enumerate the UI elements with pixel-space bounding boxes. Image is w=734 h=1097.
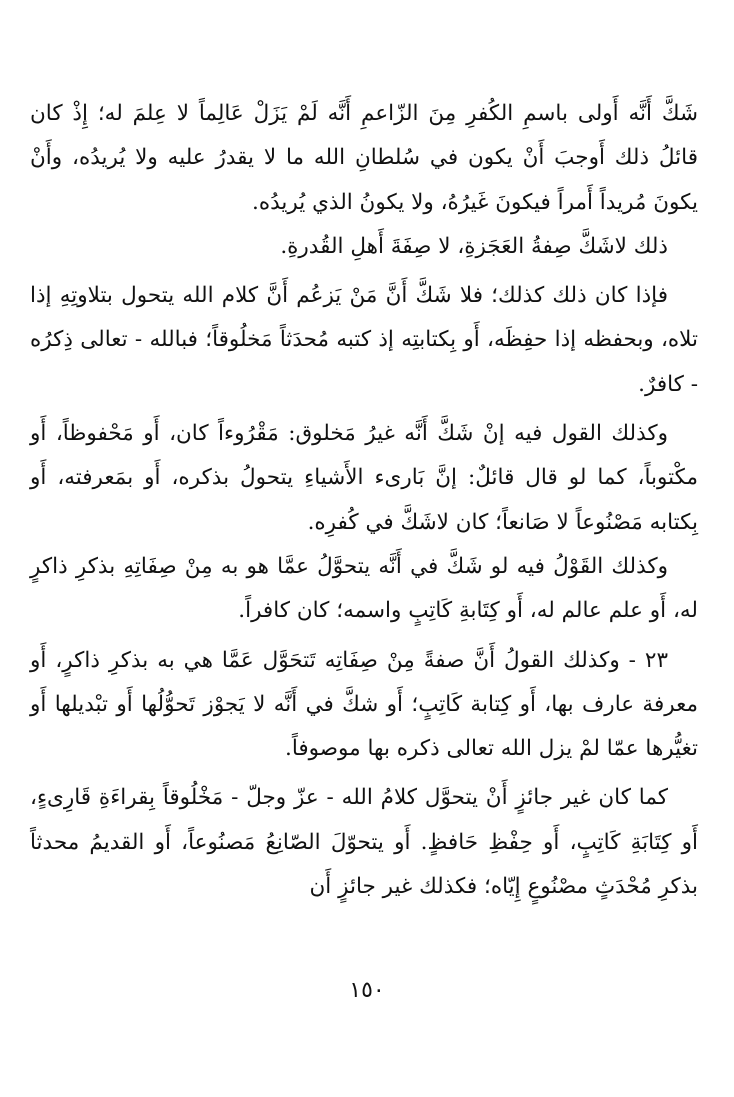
paragraph-3: فإذا كان ذلك كذلك؛ فلا شَكَّ أَنَّ مَنْ يَزعُم أَنَّ كلام الله يتحول بتلاوتِهِ إذا تلاه، وبحفظه إذا حفِظَه، أَو بِكتابتِه إذ كتبه مُحدَثاً مَخلُوقاً؛ فبالله - تعالى ذِكرُه - كافرٌ. [30, 283, 698, 397]
paragraph-2: ذلك لاشَكَّ صِفةُ العَجَزةِ، لا صِفَةَ أَهلِ القُدرةِ. [280, 233, 668, 259]
page-number: ١٥٠ [349, 978, 385, 1003]
paragraph-5: وكذلك القَوْلُ فيه لو شَكَّ في أَنَّه يتحوَّلُ عمَّا هو به مِنْ صِفَاتِهِ بذكرِ ذاكرٍ له، أَو علم عالم له، أَو كِتَابةِ كَاتِبٍ واسمه؛ كان كافراً. [30, 553, 698, 624]
page-body [30, 92, 698, 909]
paragraph-1: شَكَّ أَنَّه أَولى باسمِ الكُفرِ مِنَ الزّاعمِ أَنَّه لَمْ يَزَلْ عَالِماً لا عِلمَ له؛ إِذْ كان قائلُ ذلك أَوجبَ أَنْ يكون في سُلطانِ الله ما لا يقدرُ عليه ولا يُريدُه، وأَنْ يكونَ مُريداً أَمراً فيكونَ غَيرُهُ، ولا يكونُ الذي يُريدُه. [30, 101, 698, 215]
paragraph-6: ٢٣ - وكذلك القولُ أَنَّ صفةً مِنْ صِفَاتِه تَتحَوَّل عَمَّا هي به بذكرِ ذاكرٍ، أَو معرفة عارف بها، أَو كِتابة كَاتِبٍ؛ أَو شكَّ في أَنَّه لا يَجوْز تَحوُّلُها أَو تبْديلها أَو تغيُّرها عمّا لمْ يزل الله تعالى ذكره بها موصوفاً. [30, 647, 698, 762]
paragraph-7: كما كان غير جائزٍ أَنْ يتحوَّل كلامُ الله - عزّ وجلّ - مَخْلُوقاً بِقراءَةِ قَارِىءٍ، أَو كِتَابَةِ كَاتِبٍ، أَو حِفْظِ حَافظٍ. أَو يتحوّلَ الصّانِعُ مَصنُوعاً، أَو القديمُ محدثاً بذكرِ مُحْدَثٍ مصْنُوعٍ إِيّاه؛ فكذلك غير جائزٍ أَن [30, 785, 698, 900]
paragraph-4: وكذلك القول فيه إنْ شَكَّ أَنَّه غيرُ مَخلوق: مَقْرُوءاً كان، أَو مَحْفوظاً، أَو مكْتوباً، كما لو قال قائلٌ: إنَّ بَارىء الأَشياءِ يتحولُ بذكره، أَو بمَعرفته، أَو بِكتابه مَصْنُوعاً لا صَانعاً؛ كان لاشَكَّ في كُفرِه. [30, 421, 698, 535]
